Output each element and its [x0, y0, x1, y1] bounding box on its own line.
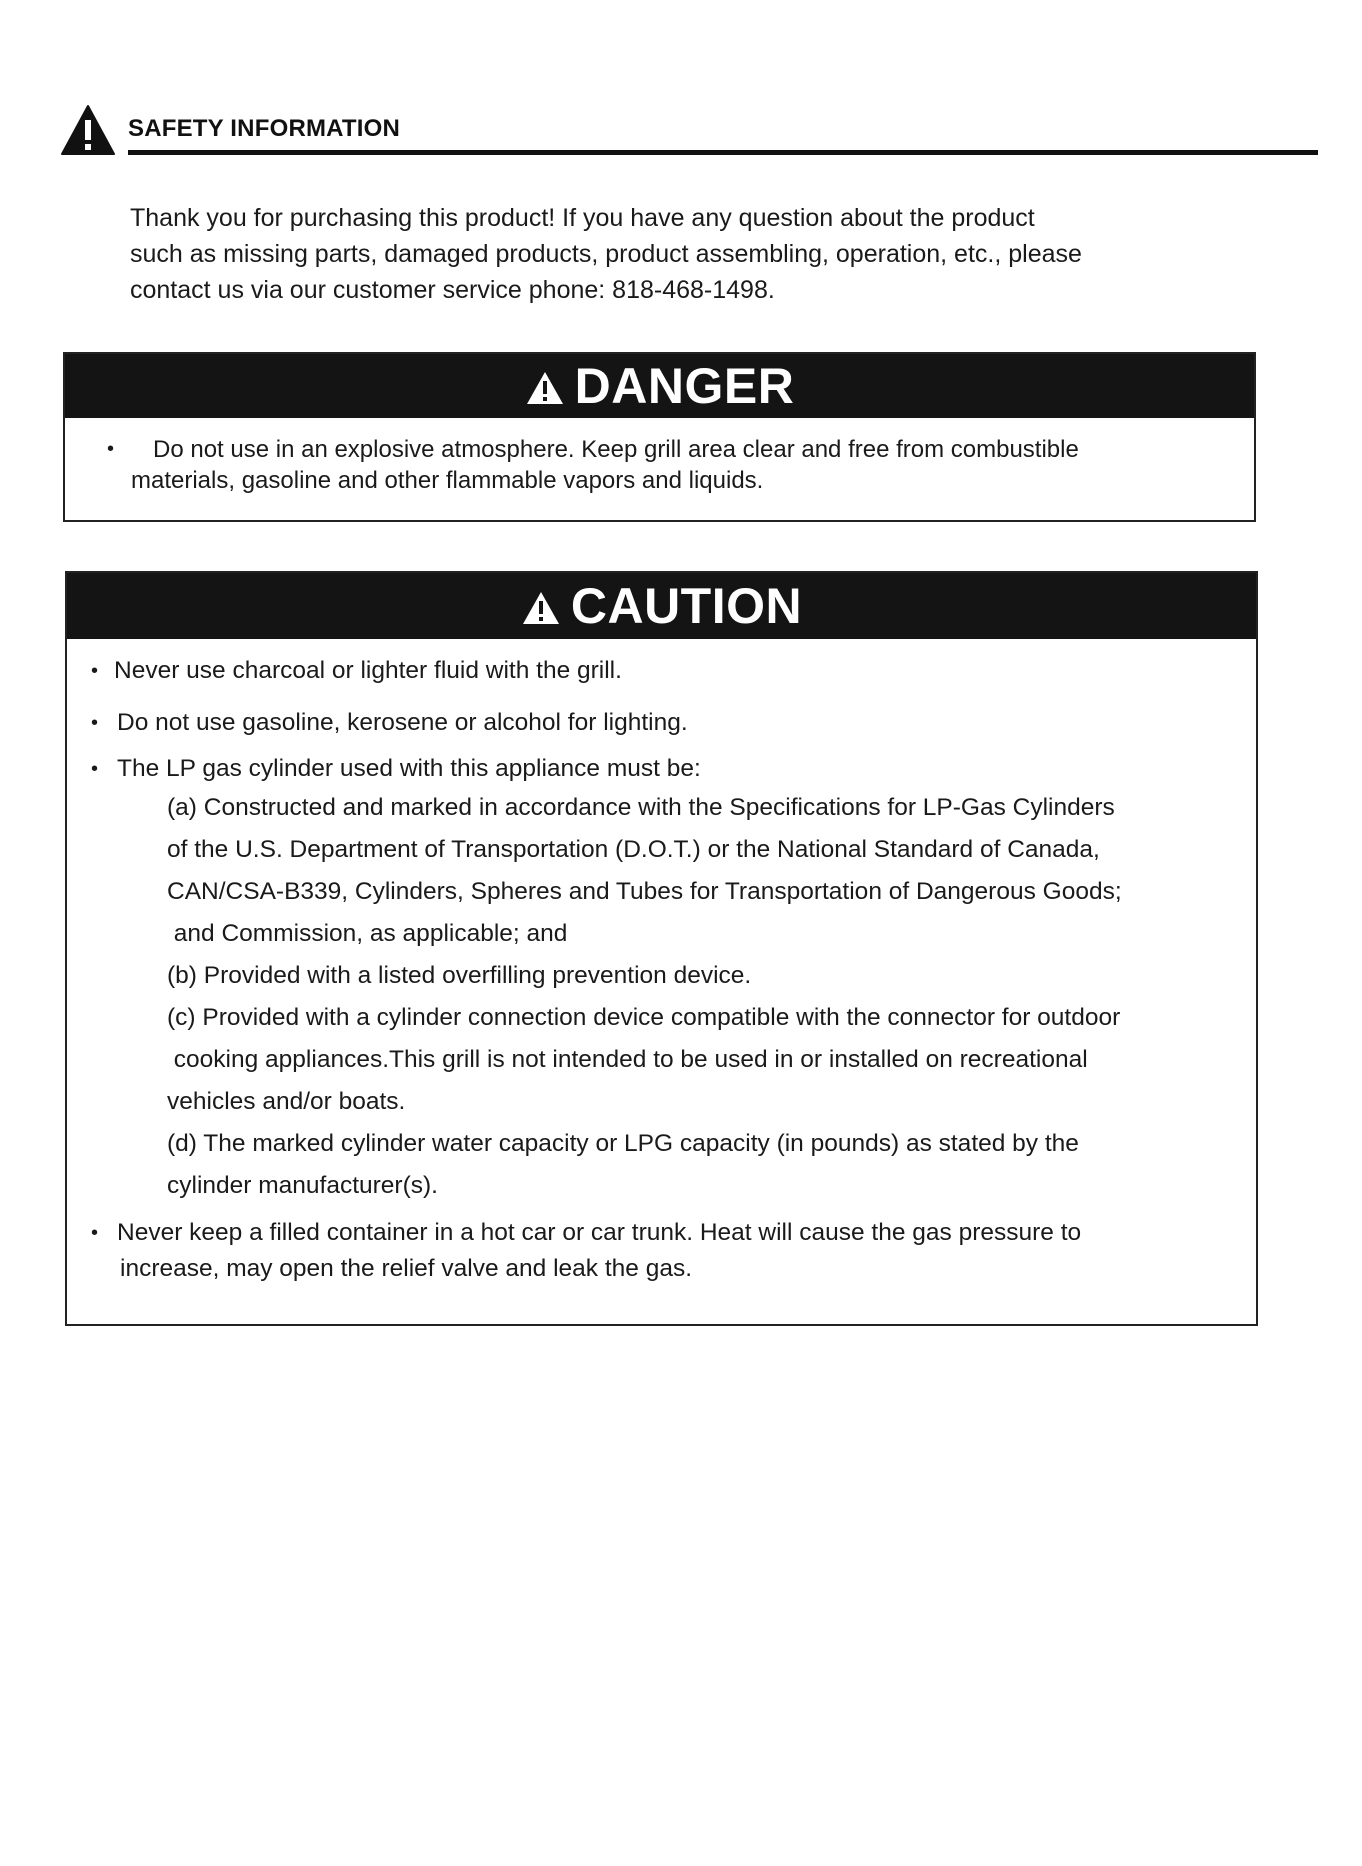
sub-item-line: (c) Provided with a cylinder connection device compatible with the connector for outdoor — [167, 1004, 1121, 1031]
sub-item-line: of the U.S. Department of Transportation (D.O.T.) or the National Standard of Canada, — [167, 836, 1100, 863]
warning-triangle-icon — [60, 104, 116, 156]
caution-item-text: The LP gas cylinder used with this appliance must be: — [117, 755, 701, 782]
danger-text-line: Do not use in an explosive atmosphere. Keep grill area clear and free from combustible — [153, 436, 1079, 463]
warning-triangle-icon — [521, 590, 561, 626]
list-item — [67, 653, 1236, 689]
bullet-icon: • — [91, 1222, 99, 1244]
caution-item-text: Never keep a filled container in a hot car or car trunk. Heat will cause the gas pressure to — [117, 1219, 1082, 1246]
danger-box — [63, 352, 1256, 522]
bullet-icon: • — [91, 712, 99, 734]
caution-header-bar — [67, 573, 1256, 639]
sub-item-line: (a) Constructed and marked in accordance with the Specifications for LP-Gas Cylinders — [167, 794, 1115, 821]
caution-item-text: Do not use gasoline, kerosene or alcohol for lighting. — [117, 709, 688, 736]
list-item — [67, 1215, 1236, 1287]
caution-box — [65, 571, 1258, 1326]
sub-item-line: cylinder manufacturer(s). — [167, 1172, 438, 1199]
bullet-icon: • — [91, 660, 99, 682]
bullet-icon: • — [107, 438, 115, 460]
caution-title: CAUTION — [570, 578, 803, 634]
sub-item-line: (b) Provided with a listed overfilling prevention device. — [167, 962, 752, 989]
danger-text-line: materials, gasoline and other flammable vapors and liquids. — [131, 467, 764, 494]
warning-triangle-icon — [525, 370, 565, 406]
intro-line: contact us via our customer service phone: 818-468-1498. — [130, 276, 775, 304]
list-item — [67, 705, 1236, 741]
danger-body — [65, 418, 1254, 496]
bullet-icon: • — [91, 758, 99, 780]
danger-title: DANGER — [574, 358, 795, 414]
section-header — [60, 104, 1260, 156]
caution-body — [67, 653, 1256, 1287]
sub-item-line: vehicles and/or boats. — [167, 1088, 406, 1115]
intro-line: Thank you for purchasing this product! If you have any question about the product — [130, 204, 1035, 232]
sub-item-line: and Commission, as applicable; and — [167, 920, 568, 947]
sub-item-line: (d) The marked cylinder water capacity or LPG capacity (in pounds) as stated by the — [167, 1130, 1079, 1157]
intro-paragraph — [130, 200, 1210, 308]
sub-item-b — [67, 955, 1236, 997]
sub-item-d — [67, 1123, 1236, 1207]
list-item — [67, 751, 1236, 787]
sub-item-line: CAN/CSA-B339, Cylinders, Spheres and Tubes for Transportation of Dangerous Goods; — [167, 878, 1122, 905]
header-divider — [128, 150, 1318, 155]
list-item — [65, 434, 1194, 496]
danger-header-bar — [65, 354, 1254, 418]
caution-item-text: Never use charcoal or lighter fluid with the grill. — [114, 657, 622, 684]
caution-item-text: increase, may open the relief valve and leak the gas. — [120, 1255, 693, 1282]
section-title: SAFETY INFORMATION — [128, 115, 401, 142]
sub-item-c — [67, 997, 1236, 1123]
intro-line: such as missing parts, damaged products, product assembling, operation, etc., please — [130, 240, 1082, 268]
sub-item-line: cooking appliances.This grill is not intended to be used in or installed on recreational — [167, 1046, 1088, 1073]
sub-item-a — [67, 787, 1236, 955]
